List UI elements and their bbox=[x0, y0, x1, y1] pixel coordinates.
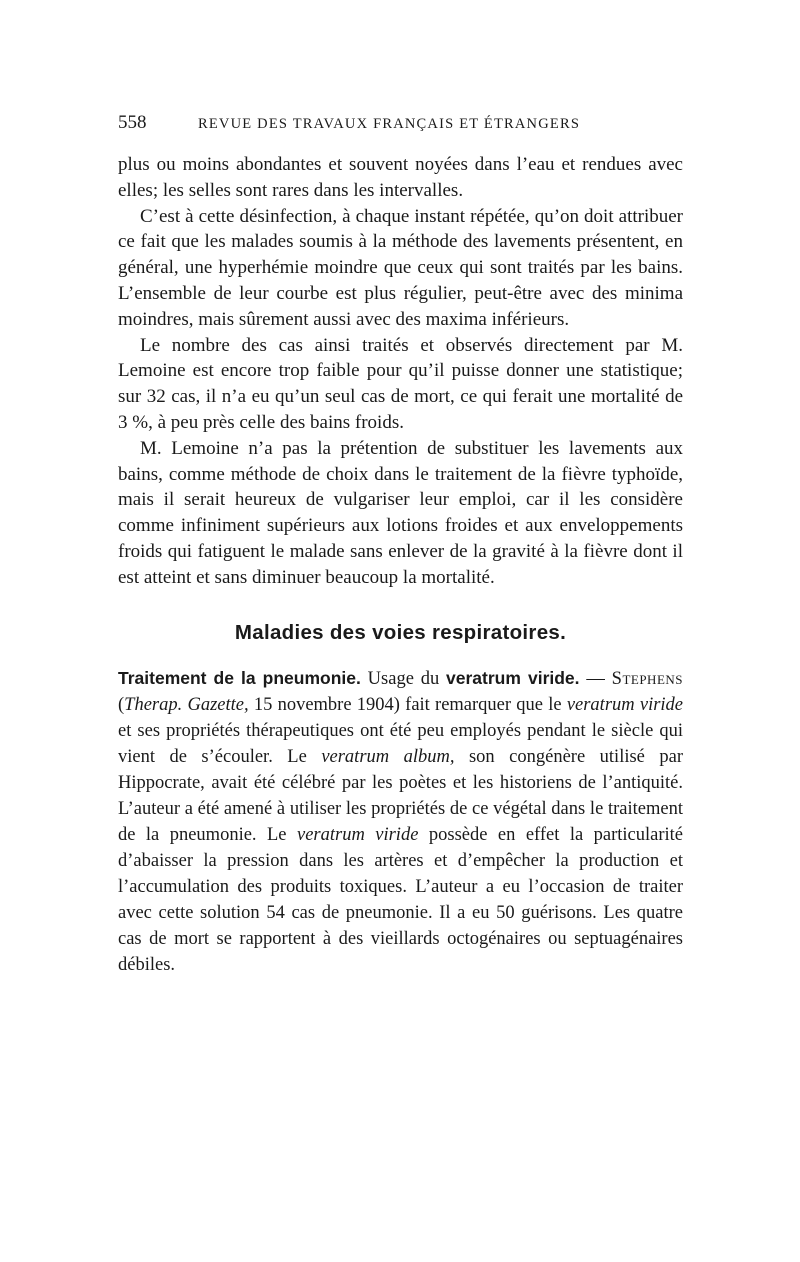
page bbox=[118, 112, 683, 978]
paragraph: Le nombre des cas ainsi traités et observés directement par M. Lemoine est encore trop faible pour qu’il puisse donner une statistique; sur 32 cas, il n’a eu qu’un seul cas de mort, ce qui ferait une mortalité de 3 %, à peu près celle des bains froids. bbox=[118, 334, 683, 433]
article-text: et ses propriétés thérapeutiques ont été peu employés pendant le siècle qui vient de s’écouler. Le bbox=[118, 720, 683, 767]
article-text: son congénère utilisé par Hippocrate, avait été célébré par les poètes et les historiens de l’antiquité. L’auteur a été amené à utiliser les propriétés de ce végétal dans le traitement de la pneumonie. Le bbox=[118, 746, 683, 845]
article-subtitle-plain: Usage du bbox=[367, 668, 440, 689]
term: veratrum album, bbox=[321, 746, 455, 767]
paragraph: C’est à cette désinfection, à chaque instant répétée, qu’on doit attribuer ce fait que les malades soumis à la méthode des lavements présentent, en général, une hyperhémie moindre que ceux qui sont traités par les bains. L’ensemble de leur courbe est plus régulier, peut-être avec des minima moindres, mais sûrement aussi avec des maxima inférieurs. bbox=[118, 205, 683, 330]
paragraph: M. Lemoine n’a pas la prétention de substituer les lavements aux bains, comme méthode de choix dans le traitement de la fièvre typhoïde, mais il serait heureux de vulgariser leur emploi, car il les considère comme infiniment supérieurs aux lotions froides et aux enveloppements froids qui fatiguent le malade sans enlever de la gravité à la fièvre dont il est atteint et sans diminuer beaucoup la mortalité. bbox=[118, 437, 683, 588]
paragraph: plus ou moins abondantes et souvent noyées dans l’eau et rendues avec elles; les selles sont rares dans les intervalles. bbox=[118, 154, 683, 201]
citation-open: ( bbox=[118, 694, 125, 715]
body-text bbox=[118, 152, 683, 591]
article-title: Traitement de la pneumonie. bbox=[118, 667, 361, 688]
running-head bbox=[118, 112, 683, 134]
journal-name: Therap. Gazette, bbox=[124, 694, 249, 715]
article bbox=[118, 665, 683, 978]
term: veratrum viride bbox=[566, 694, 684, 715]
section-heading: Maladies des voies respiratoires. bbox=[234, 620, 567, 644]
article-paragraph bbox=[118, 665, 683, 978]
article-dash: — bbox=[579, 668, 612, 689]
article-subtitle-bold: veratrum viride. bbox=[446, 667, 580, 688]
article-text: possède en effet la particularité d’abaisser la pression dans les artères et d’empêcher la production et l’accumulation des produits toxiques. L’auteur a eu l’occasion de traiter avec cette solution 54 cas de pneumonie. Il a eu 50 guérisons. Les quatre cas de mort se rapportent à des vieillards octogénaires ou septuagénaires débiles. bbox=[118, 824, 683, 975]
page-number: 558 bbox=[118, 112, 147, 133]
term: veratrum viride bbox=[296, 824, 419, 845]
running-title: REVUE DES TRAVAUX FRANÇAIS ET ÉTRANGERS bbox=[198, 116, 581, 132]
article-author: Stephens bbox=[611, 668, 684, 689]
citation-rest: 15 novembre 1904) fait remarquer que le bbox=[248, 694, 562, 715]
